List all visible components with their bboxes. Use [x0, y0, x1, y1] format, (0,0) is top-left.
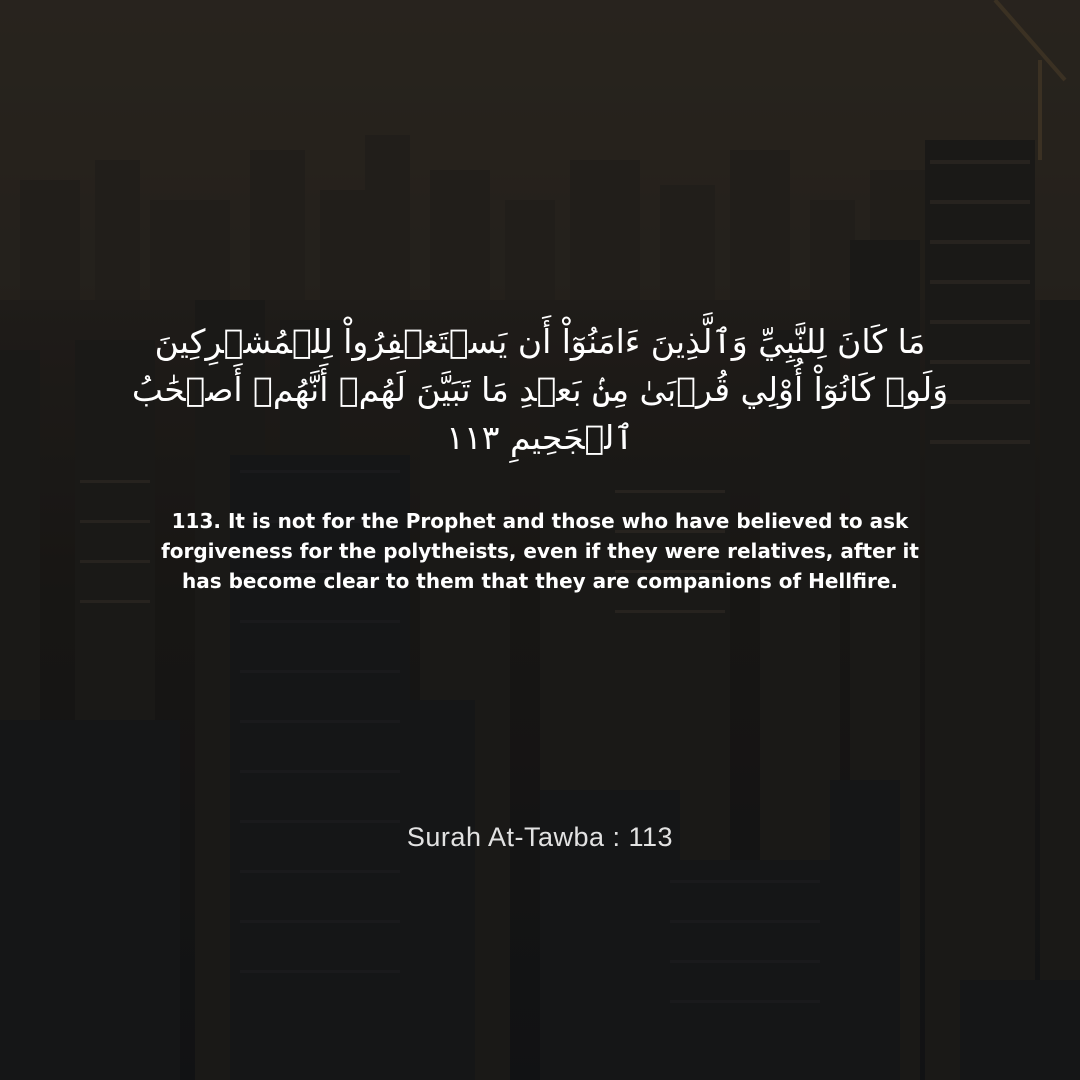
- arabic-verse-text: مَا كَانَ لِلنَّبِيِّ وَٱلَّذِينَ ءَامَنُوٓاْ أَن يَسۡتَغۡفِرُواْ لِلۡمُشۡرِكِينَ وَلَوۡ كَانُوٓاْ أُوْلِي قُرۡبَىٰ مِنۢ بَعۡدِ مَا تَبَيَّنَ لَهُمۡ أَنَّهُمۡ أَصۡحَٰبُ ٱلۡجَحِيمِ ١١٣: [131, 322, 949, 457]
- verse-translation: 113. It is not for the Prophet and those who have believed to ask forgiveness for the polytheists, even if they were relatives, after it has become clear to them that they are companions of Hellfire.: [161, 509, 919, 593]
- surah-reference: Surah At-Tawba : 113: [406, 822, 674, 852]
